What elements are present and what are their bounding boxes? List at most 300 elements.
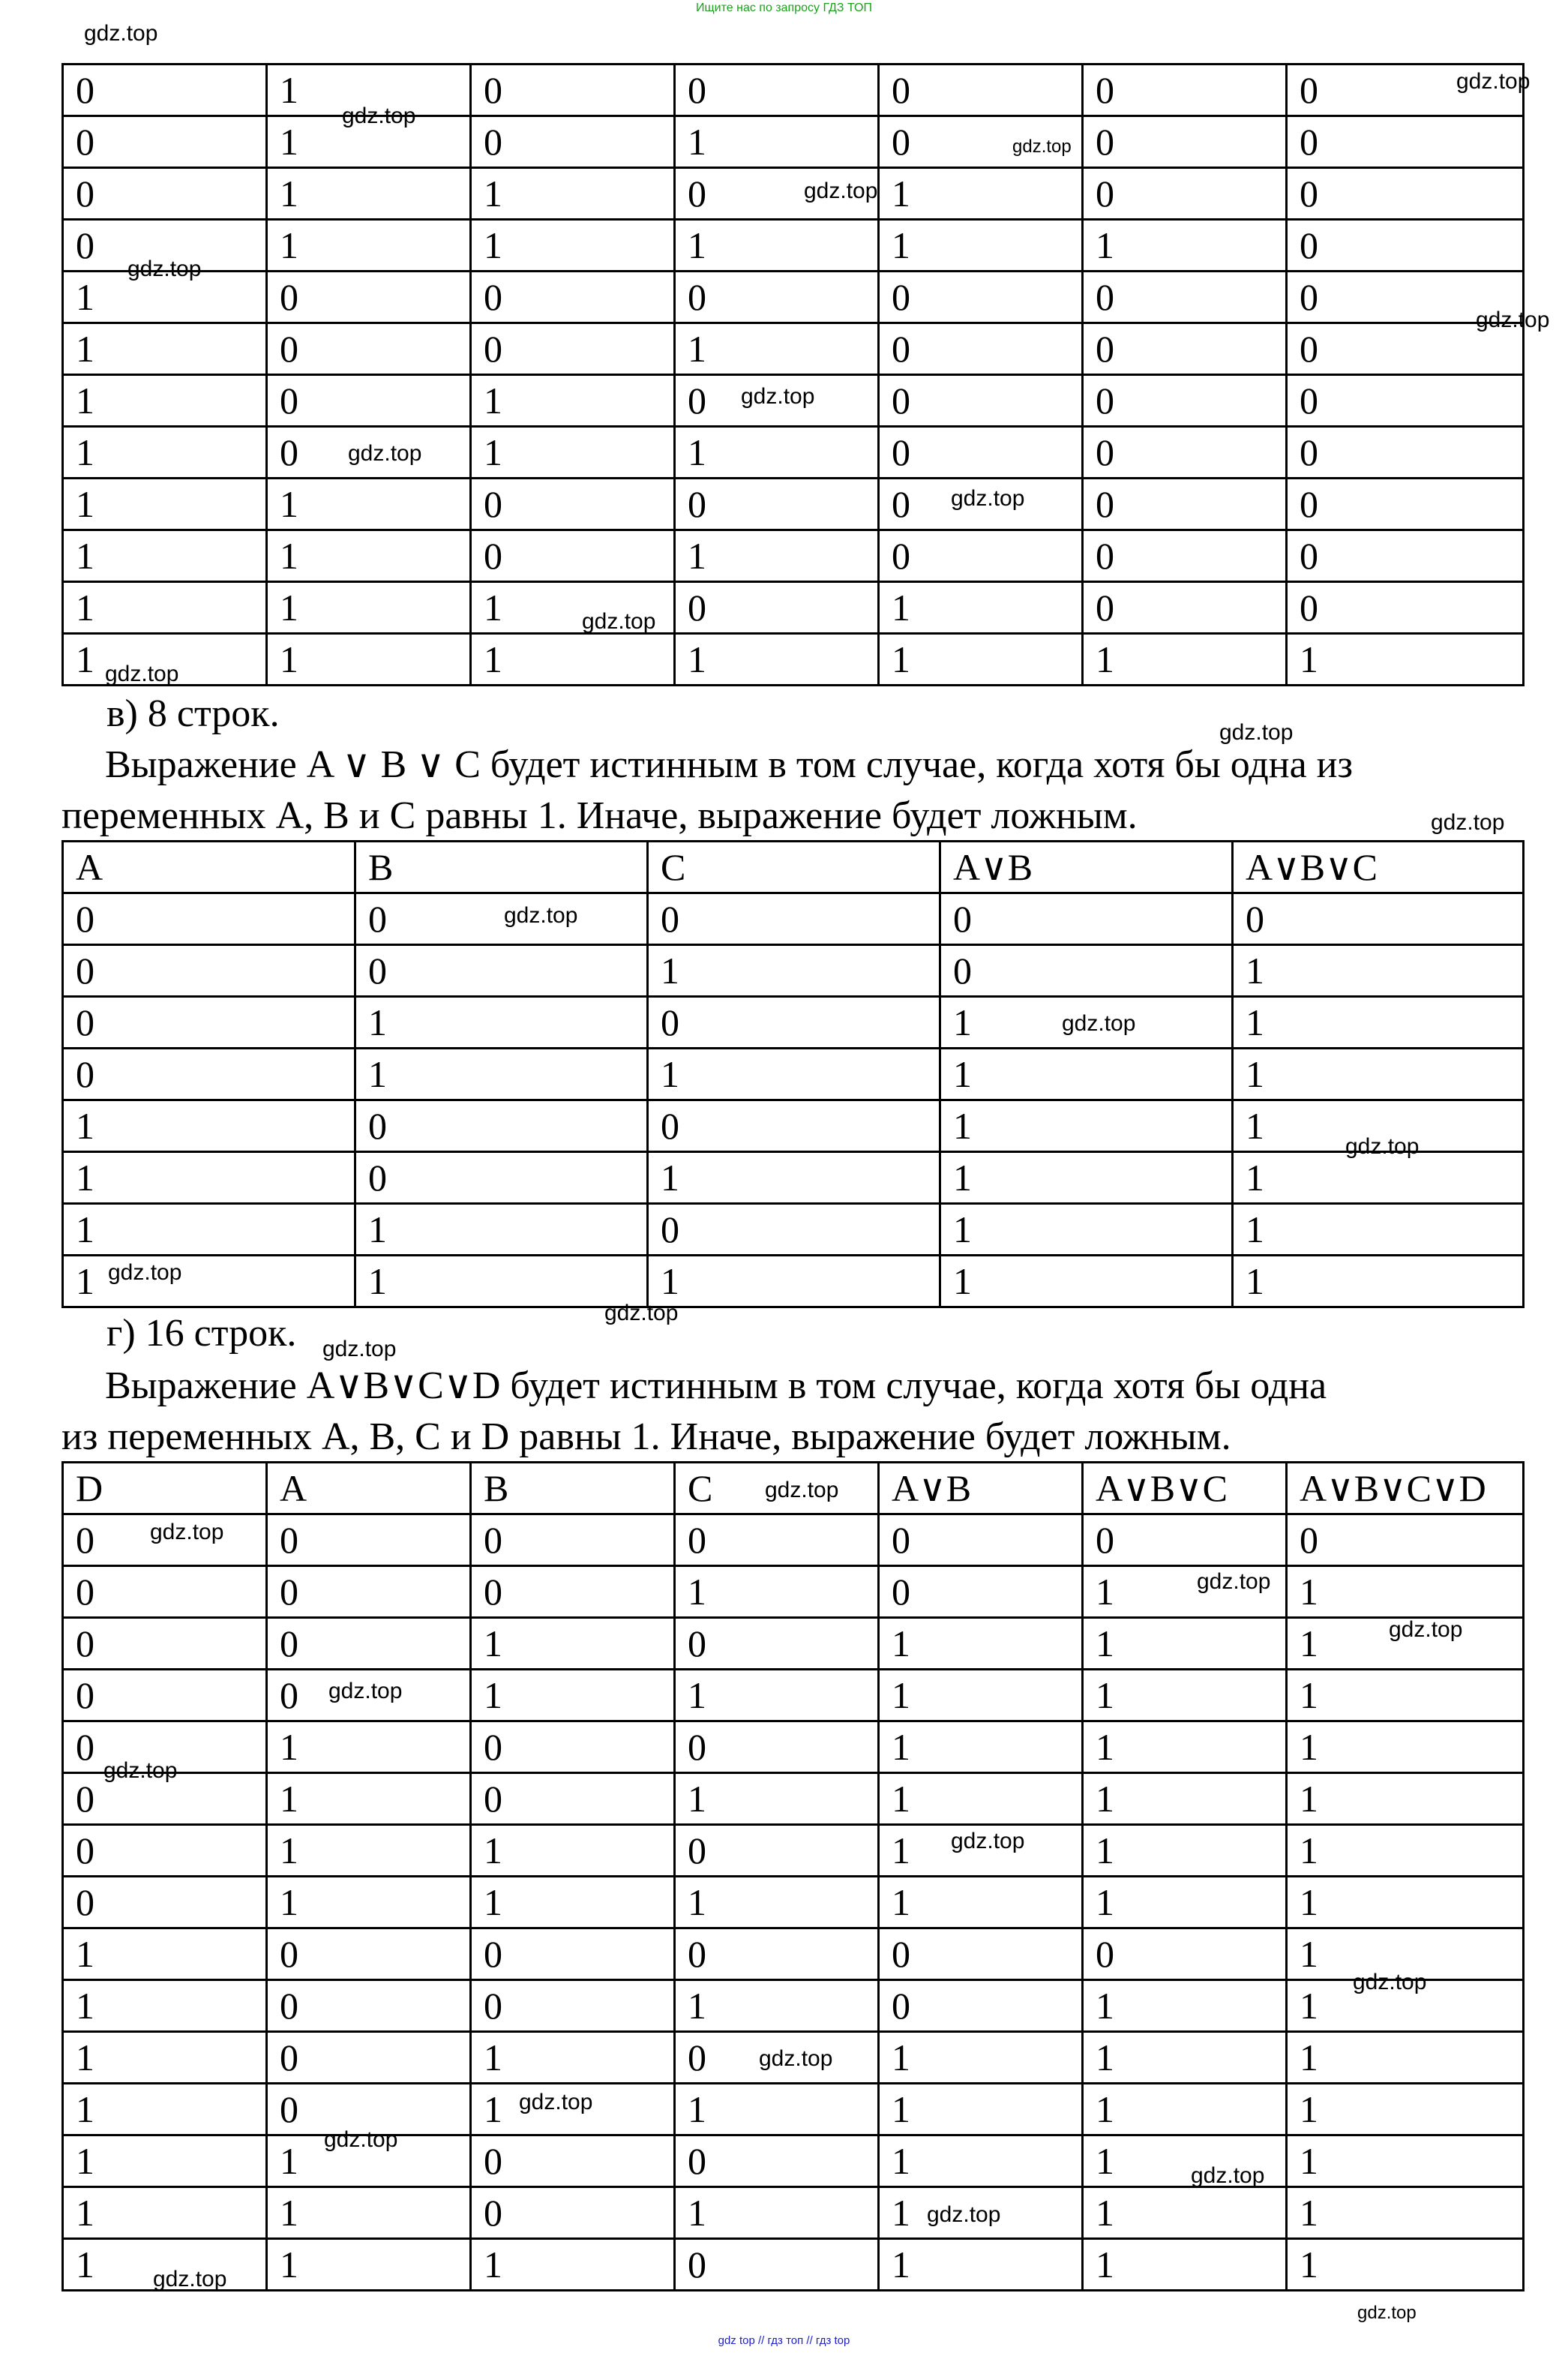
table-cell: 1: [267, 634, 471, 686]
watermark: gdz.top: [1476, 308, 1550, 332]
table-cell: 1: [675, 116, 879, 168]
table-row: [63, 1100, 1524, 1152]
table-cell: 1: [471, 2084, 675, 2135]
table-cell: 0: [1287, 168, 1524, 220]
table-cell: 0: [267, 323, 471, 375]
table-cell: 1: [63, 2084, 267, 2135]
table-cell: 0: [63, 997, 355, 1049]
table-cell: 0: [879, 427, 1083, 479]
table-cell: 0: [879, 1566, 1083, 1618]
table-cell: 1: [63, 2187, 267, 2239]
table-row: [63, 1049, 1524, 1100]
table-cell: 1: [267, 2135, 471, 2187]
table-cell: 1: [879, 582, 1083, 634]
top-banner: Ищите нас по запросу ГДЗ ТОП: [696, 2, 872, 14]
table-cell: 1: [1287, 2187, 1524, 2239]
table-cell: 0: [1287, 65, 1524, 116]
table-cell: 0: [675, 1928, 879, 1980]
column-header: A∨B∨C: [1233, 842, 1524, 893]
table-cell: 1: [940, 1100, 1233, 1152]
table-cell: 1: [471, 582, 675, 634]
table-row: [63, 997, 1524, 1049]
table-cell: 1: [1083, 634, 1287, 686]
table-cell: 0: [1083, 116, 1287, 168]
table-cell: 0: [648, 893, 940, 945]
table-row: [63, 220, 1524, 272]
table-cell: 0: [1287, 323, 1524, 375]
table-row: [63, 479, 1524, 530]
table-cell: 1: [940, 1152, 1233, 1204]
table-cell: 1: [675, 634, 879, 686]
table-cell: 0: [1287, 220, 1524, 272]
table-row: [63, 1566, 1524, 1618]
table-cell: 1: [63, 1204, 355, 1256]
table-cell: 1: [1287, 1877, 1524, 1928]
table-row: [63, 582, 1524, 634]
table-cell: 1: [267, 1721, 471, 1773]
table-cell: 0: [471, 116, 675, 168]
table-cell: 0: [63, 1721, 267, 1773]
table-cell: 0: [471, 1721, 675, 1773]
table-cell: 1: [648, 1256, 940, 1307]
watermark: gdz.top: [927, 2202, 1001, 2227]
table-cell: 0: [1287, 375, 1524, 427]
watermark: gdz.top: [348, 441, 422, 466]
table-row: [63, 1980, 1524, 2032]
table-cell: 0: [675, 168, 879, 220]
column-header: B: [355, 842, 648, 893]
table-cell: 0: [675, 1825, 879, 1877]
watermark: gdz.top: [1431, 810, 1505, 835]
table-cell: 0: [63, 1825, 267, 1877]
table-row: [63, 272, 1524, 323]
truth-table-2: [61, 840, 1525, 1308]
table-cell: 1: [1287, 1670, 1524, 1721]
table-cell: 0: [940, 945, 1233, 997]
table-cell: 1: [267, 2239, 471, 2291]
table-cell: 0: [63, 945, 355, 997]
truth-table-3: [61, 1461, 1525, 2291]
table-cell: 0: [471, 65, 675, 116]
table-cell: 0: [267, 272, 471, 323]
table-cell: 0: [1083, 1928, 1287, 1980]
table-row: [63, 2187, 1524, 2239]
table-cell: 1: [63, 2239, 267, 2291]
column-header: C: [675, 1463, 879, 1514]
table-cell: 1: [267, 2187, 471, 2239]
table-cell: 1: [471, 634, 675, 686]
table-cell: 1: [675, 220, 879, 272]
table-cell: 1: [1287, 1773, 1524, 1825]
table-cell: 1: [267, 168, 471, 220]
table-cell: 0: [675, 2135, 879, 2187]
table-row: [63, 1721, 1524, 1773]
bottom-banner: gdz top // гдз топ // гдз top: [718, 2334, 850, 2347]
table-cell: 1: [1083, 1566, 1287, 1618]
watermark: gdz.top: [582, 609, 656, 634]
site-label: gdz.top: [84, 21, 158, 46]
watermark: gdz.top: [1357, 2303, 1417, 2323]
column-header: A: [63, 842, 355, 893]
table-cell: 0: [1083, 168, 1287, 220]
table-cell: 1: [1233, 1049, 1524, 1100]
watermark: gdz.top: [153, 2267, 227, 2291]
table-row: [63, 1825, 1524, 1877]
table-cell: 1: [675, 530, 879, 582]
table-cell: 1: [648, 1152, 940, 1204]
table-cell: 1: [63, 323, 267, 375]
table-cell: 1: [879, 1877, 1083, 1928]
table-cell: 1: [1233, 997, 1524, 1049]
table-cell: 0: [879, 375, 1083, 427]
table-cell: 1: [471, 1877, 675, 1928]
table-cell: 0: [471, 530, 675, 582]
table-cell: 1: [471, 2239, 675, 2291]
table-cell: 0: [63, 220, 267, 272]
table-cell: 0: [267, 1514, 471, 1566]
table-cell: 0: [267, 375, 471, 427]
table-cell: 0: [63, 168, 267, 220]
table-cell: 1: [1083, 2084, 1287, 2135]
watermark: gdz.top: [1062, 1011, 1136, 1036]
table-cell: 0: [1083, 479, 1287, 530]
table-cell: 1: [1233, 1204, 1524, 1256]
table-cell: 0: [675, 375, 879, 427]
table-cell: 1: [63, 1256, 355, 1307]
table-row: [63, 1204, 1524, 1256]
table-cell: 1: [1083, 1825, 1287, 1877]
column-header: C: [648, 842, 940, 893]
table-cell: 0: [879, 323, 1083, 375]
table-cell: 1: [879, 1773, 1083, 1825]
watermark: gdz.top: [328, 1679, 403, 1703]
table-cell: 0: [471, 2135, 675, 2187]
section-g-heading: г) 16 строк.: [106, 1312, 297, 1355]
table-cell: 1: [879, 2135, 1083, 2187]
table-cell: 1: [63, 2135, 267, 2187]
table-cell: 1: [879, 1618, 1083, 1670]
table-cell: 0: [471, 323, 675, 375]
table-cell: 1: [63, 1928, 267, 1980]
column-header: D: [63, 1463, 267, 1514]
table-cell: 1: [63, 427, 267, 479]
table-cell: 0: [63, 893, 355, 945]
table-cell: 1: [471, 220, 675, 272]
table-cell: 1: [879, 2084, 1083, 2135]
table-cell: 1: [1233, 1256, 1524, 1307]
watermark: gdz.top: [804, 179, 878, 203]
table-cell: 1: [1233, 945, 1524, 997]
table-cell: 1: [1083, 1980, 1287, 2032]
table-cell: 1: [1287, 1825, 1524, 1877]
table-cell: 0: [63, 1773, 267, 1825]
table-cell: 0: [1083, 1514, 1287, 1566]
table-cell: 1: [879, 1721, 1083, 1773]
table-cell: 0: [675, 2239, 879, 2291]
table-cell: 1: [1083, 2135, 1287, 2187]
table-cell: 1: [1083, 2032, 1287, 2084]
table-cell: 1: [675, 2084, 879, 2135]
table-cell: 1: [267, 1877, 471, 1928]
table-cell: 1: [1287, 1618, 1524, 1670]
table-cell: 0: [63, 1049, 355, 1100]
table-cell: 0: [675, 1618, 879, 1670]
table-cell: 1: [1287, 2239, 1524, 2291]
watermark: gdz.top: [342, 104, 416, 128]
watermark: gdz.top: [951, 1829, 1025, 1853]
table-cell: 1: [267, 65, 471, 116]
table-cell: 0: [648, 1100, 940, 1152]
table-cell: 0: [471, 479, 675, 530]
table-cell: 1: [940, 1049, 1233, 1100]
table-cell: 1: [63, 582, 267, 634]
table-cell: 1: [675, 1877, 879, 1928]
section-g-line1: [61, 1361, 1522, 1412]
column-header: A∨B∨C∨D: [1287, 1463, 1524, 1514]
table-cell: 0: [471, 1980, 675, 2032]
table-cell: 1: [940, 997, 1233, 1049]
table-cell: 0: [355, 893, 648, 945]
watermark: gdz.top: [105, 662, 179, 686]
table-cell: 1: [267, 1773, 471, 1825]
watermark: gdz.top: [150, 1520, 224, 1544]
table-cell: 1: [63, 1980, 267, 2032]
table-cell: 1: [267, 220, 471, 272]
watermark: gdz.top: [604, 1301, 679, 1325]
table-cell: 0: [267, 1928, 471, 1980]
table-cell: 0: [267, 1566, 471, 1618]
table-cell: 1: [879, 2187, 1083, 2239]
table-cell: 0: [1233, 893, 1524, 945]
section-v-heading: в) 8 строк.: [106, 692, 280, 735]
column-header: A∨B∨C: [1083, 1463, 1287, 1514]
table-cell: 1: [1083, 1773, 1287, 1825]
watermark: gdz.top: [127, 257, 202, 281]
table-row: [63, 427, 1524, 479]
table-cell: 1: [1083, 1670, 1287, 1721]
table-cell: 0: [879, 116, 1083, 168]
table-cell: 0: [879, 65, 1083, 116]
table-cell: 1: [471, 2032, 675, 2084]
table-cell: 1: [675, 1980, 879, 2032]
watermark: gdz.top: [1353, 1970, 1427, 1994]
table-cell: 1: [63, 530, 267, 582]
table-cell: 0: [267, 1618, 471, 1670]
table-cell: 1: [63, 479, 267, 530]
watermark: gdz.top: [519, 2090, 593, 2114]
table-row: [63, 1773, 1524, 1825]
table-cell: 0: [1083, 427, 1287, 479]
table-cell: 0: [1287, 530, 1524, 582]
table-cell: 1: [471, 168, 675, 220]
table-cell: 0: [63, 65, 267, 116]
table-cell: 0: [471, 1773, 675, 1825]
table-cell: 1: [471, 1618, 675, 1670]
table-cell: 0: [879, 272, 1083, 323]
table-cell: 1: [471, 375, 675, 427]
table-cell: 0: [675, 272, 879, 323]
table-cell: 0: [63, 1670, 267, 1721]
table-row: [63, 2239, 1524, 2291]
table-cell: 1: [355, 1049, 648, 1100]
column-header: A: [267, 1463, 471, 1514]
table-cell: 0: [879, 530, 1083, 582]
table-cell: 0: [63, 1566, 267, 1618]
table-cell: 0: [63, 116, 267, 168]
table-cell: 1: [267, 582, 471, 634]
watermark: gdz.top: [1191, 2163, 1265, 2188]
table-cell: 0: [1083, 272, 1287, 323]
watermark: gdz.top: [1197, 1569, 1271, 1594]
table-cell: 1: [1287, 1721, 1524, 1773]
table-cell: 0: [355, 945, 648, 997]
table-cell: 1: [1083, 2187, 1287, 2239]
table-cell: 1: [879, 2239, 1083, 2291]
column-header: B: [471, 1463, 675, 1514]
watermark: gdz.top: [1012, 137, 1072, 157]
section-g-line1-text: Выражение A∨B∨C∨D будет истинным в том случае, когда хотя бы одна: [105, 1364, 1327, 1407]
table-cell: 1: [471, 1825, 675, 1877]
table-cell: 0: [63, 1877, 267, 1928]
table-row: [63, 634, 1524, 686]
table-cell: 1: [63, 375, 267, 427]
table-cell: 1: [1287, 2135, 1524, 2187]
table-cell: 0: [1083, 323, 1287, 375]
table-cell: 1: [1287, 1928, 1524, 1980]
watermark: gdz.top: [108, 1260, 182, 1285]
table-cell: 1: [675, 1773, 879, 1825]
section-v-line1: [61, 740, 1522, 791]
truth-table-1: [61, 63, 1525, 686]
truth-table-2-header: [63, 842, 1524, 893]
table-cell: 1: [648, 1049, 940, 1100]
table-row: [63, 530, 1524, 582]
table-row: [63, 1670, 1524, 1721]
table-cell: 1: [1083, 1618, 1287, 1670]
watermark: gdz.top: [324, 2127, 398, 2152]
table-cell: 1: [267, 530, 471, 582]
table-cell: 0: [1287, 116, 1524, 168]
table-cell: 1: [267, 479, 471, 530]
truth-table-3-body: [63, 1514, 1524, 2291]
section-v-line2: переменных A, B и C равны 1. Иначе, выражение будет ложным.: [61, 794, 1138, 837]
table-cell: 1: [63, 2032, 267, 2084]
table-cell: 1: [1287, 2032, 1524, 2084]
table-cell: 0: [267, 427, 471, 479]
watermark: gdz.top: [765, 1478, 839, 1502]
table-cell: 0: [675, 1514, 879, 1566]
table-cell: 0: [267, 1670, 471, 1721]
table-cell: 0: [1083, 582, 1287, 634]
table-cell: 1: [63, 272, 267, 323]
table-cell: 0: [675, 2032, 879, 2084]
table-row: [63, 945, 1524, 997]
truth-table-2-body: [63, 893, 1524, 1307]
watermark: gdz.top: [951, 486, 1025, 511]
table-cell: 0: [648, 997, 940, 1049]
table-cell: 1: [648, 945, 940, 997]
table-cell: 0: [1083, 65, 1287, 116]
watermark: gdz.top: [1345, 1134, 1420, 1159]
truth-table-1-body: [63, 65, 1524, 686]
table-cell: 1: [355, 997, 648, 1049]
table-row: [63, 1514, 1524, 1566]
table-cell: 1: [1287, 634, 1524, 686]
table-cell: 0: [471, 1928, 675, 1980]
watermark: gdz.top: [1389, 1617, 1463, 1642]
table-cell: 1: [1233, 1152, 1524, 1204]
table-row: [63, 2084, 1524, 2135]
table-cell: 0: [879, 1514, 1083, 1566]
watermark: gdz.top: [504, 903, 578, 928]
table-cell: 1: [355, 1256, 648, 1307]
table-cell: 0: [355, 1152, 648, 1204]
table-cell: 1: [675, 1670, 879, 1721]
table-cell: 0: [471, 1514, 675, 1566]
table-cell: 1: [879, 634, 1083, 686]
table-row: [63, 893, 1524, 945]
table-row: [63, 323, 1524, 375]
table-cell: 0: [1083, 530, 1287, 582]
table-cell: 0: [879, 1980, 1083, 2032]
table-cell: 1: [1083, 1877, 1287, 1928]
table-cell: 0: [879, 479, 1083, 530]
table-cell: 0: [355, 1100, 648, 1152]
table-cell: 0: [1287, 582, 1524, 634]
watermark: gdz.top: [741, 384, 815, 409]
table-cell: 0: [1287, 272, 1524, 323]
table-cell: 0: [267, 2084, 471, 2135]
table-cell: 0: [879, 1928, 1083, 1980]
table-cell: 1: [1083, 220, 1287, 272]
table-cell: 1: [471, 1670, 675, 1721]
table-cell: 0: [471, 1566, 675, 1618]
table-cell: 0: [1287, 479, 1524, 530]
table-cell: 1: [675, 1566, 879, 1618]
table-cell: 0: [675, 65, 879, 116]
section-g-line2: из переменных A, B, C и D равны 1. Иначе, выражение будет ложным.: [61, 1415, 1231, 1458]
table-row: [63, 1928, 1524, 1980]
watermark: gdz.top: [1219, 720, 1294, 745]
table-cell: 1: [675, 427, 879, 479]
watermark: gdz.top: [759, 2046, 833, 2071]
table-cell: 1: [879, 220, 1083, 272]
table-cell: 1: [267, 1825, 471, 1877]
table-cell: 0: [648, 1204, 940, 1256]
table-cell: 0: [471, 272, 675, 323]
table-cell: 1: [1083, 1721, 1287, 1773]
table-cell: 0: [1287, 1514, 1524, 1566]
table-row: [63, 168, 1524, 220]
table-cell: 0: [1287, 427, 1524, 479]
table-row: [63, 116, 1524, 168]
table-cell: 1: [940, 1256, 1233, 1307]
watermark: gdz.top: [1456, 69, 1531, 94]
table-cell: 0: [675, 479, 879, 530]
table-cell: 1: [1233, 1100, 1524, 1152]
table-cell: 1: [63, 1152, 355, 1204]
table-row: [63, 1256, 1524, 1307]
table-row: [63, 65, 1524, 116]
column-header: A∨B: [879, 1463, 1083, 1514]
table-cell: 1: [940, 1204, 1233, 1256]
table-cell: 0: [1083, 375, 1287, 427]
table-cell: 0: [63, 1514, 267, 1566]
table-cell: 0: [267, 2032, 471, 2084]
table-cell: 0: [267, 1980, 471, 2032]
table-cell: 1: [1287, 2084, 1524, 2135]
section-v-line1-text: Выражение A ∨ B ∨ C будет истинным в том случае, когда хотя бы одна из: [105, 743, 1354, 786]
